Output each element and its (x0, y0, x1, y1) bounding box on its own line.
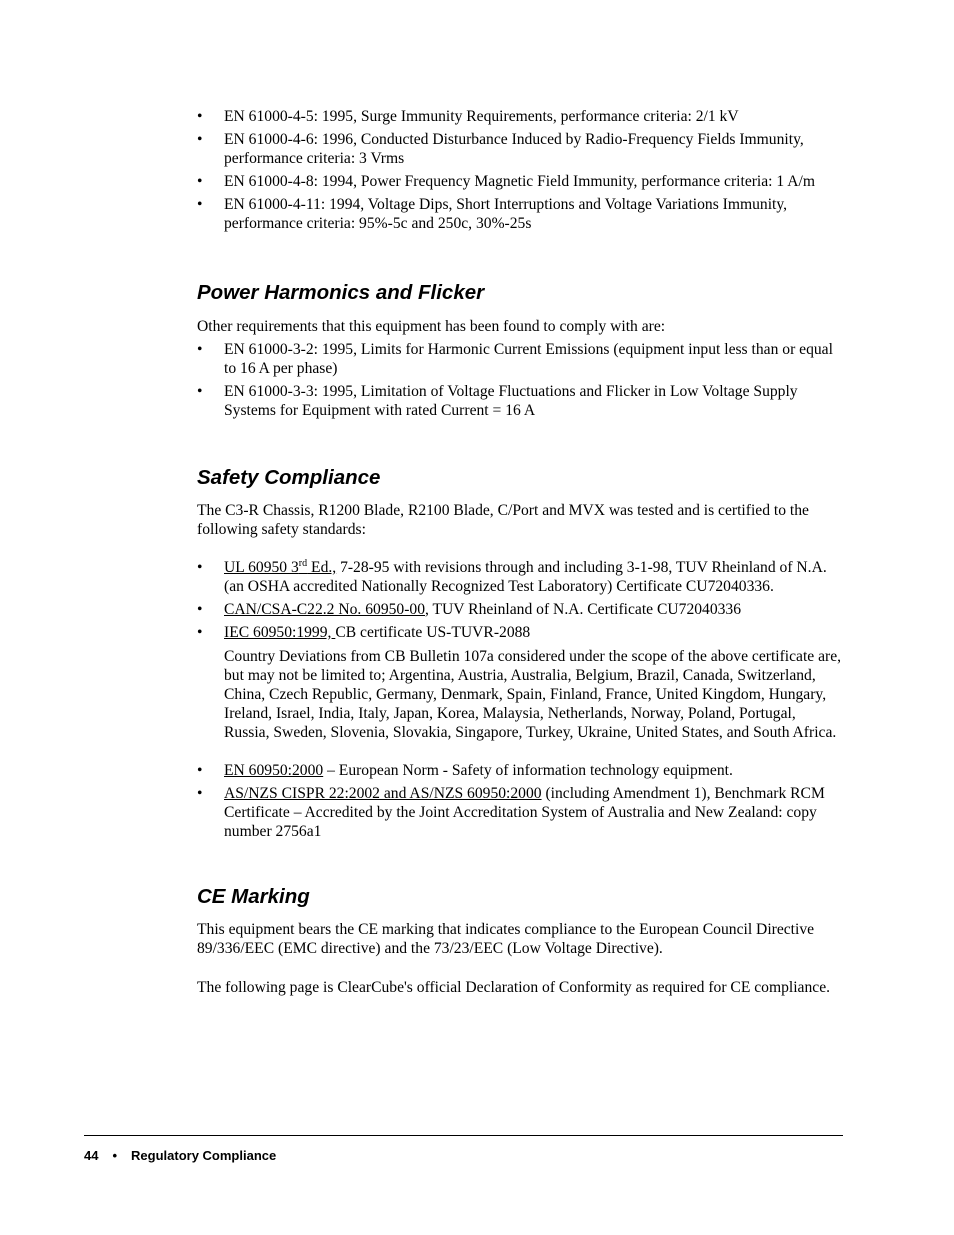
page-content (197, 107, 842, 997)
iec-60950-link[interactable]: IEC 60950:1999, (224, 624, 336, 641)
en-60950-link[interactable]: EN 60950:2000 (224, 762, 324, 779)
ce-paragraph-2: The following page is ClearCube's official Declaration of Conformity as required for CE compliance. (197, 979, 831, 996)
list-item: • EN 61000-3-3: 1995, Limitation of Voltage Fluctuations and Flicker in Low Voltage Supply Systems for Equipment with rated Current = 16 A (197, 383, 798, 419)
bullet: • (197, 131, 203, 148)
heading-power-harmonics: Power Harmonics and Flicker (197, 281, 485, 304)
footer-separator: • (112, 1148, 118, 1163)
list-item: • EN 61000-4-5: 1995, Surge Immunity Requirements, performance criteria: 2/1 kV (197, 108, 739, 125)
page-number: 44 (84, 1148, 99, 1163)
power-intro: Other requirements that this equipment has been found to comply with are: (197, 318, 666, 335)
safety-list-2 (197, 761, 842, 841)
list-item: • CAN/CSA-C22.2 No. 60950-00, TUV Rheinland of N.A. Certificate CU72040336 (197, 601, 742, 618)
as-nzs-link[interactable]: AS/NZS CISPR 22:2002 and AS/NZS 60950:2000 (224, 785, 542, 802)
heading-ce-marking: CE Marking (197, 885, 310, 908)
page-footer (84, 1148, 276, 1163)
safety-intro: The C3-R Chassis, R1200 Blade, R2100 Blade, C/Port and MVX was tested and is certified to the following safety standards: (197, 502, 809, 538)
bullet: • (197, 108, 203, 125)
bullet: • (197, 785, 203, 802)
list-item: • EN 61000-4-11: 1994, Voltage Dips, Short Interruptions and Voltage Variations Immunity, performance criteria: 95%-5c and 250c, 30%-25s (197, 196, 788, 232)
country-deviations: Country Deviations from CB Bulletin 107a considered under the scope of the above certificate are, but may not be limited to; Argentina, Austria, Australia, Belgium, Brazil, Canada, Switzerland, China, Czech Republic, Germany, Denmark, Spain, Finland, France, United Kingdom, Hungary, Ireland, Israel, India, Italy, Japan, Korea, Malaysia, Netherlands, Norway, Poland, Portugal, Russia, Sweden, Slovenia, Slovakia, Singapore, Turkey, Ukraine, United States, and South Africa. (224, 648, 842, 741)
footer-divider (84, 1135, 843, 1136)
list-item: • AS/NZS CISPR 22:2002 and AS/NZS 60950:2000 (including Amendment 1), Benchmark RCM Certificate – Accredited by the Joint Accreditation System of Australia and New Zealand: copy number 2756a1 (197, 785, 825, 840)
heading-safety-compliance: Safety Compliance (197, 466, 381, 489)
bullet: • (197, 559, 203, 576)
bullet: • (197, 173, 203, 190)
list-item: • EN 61000-3-2: 1995, Limits for Harmonic Current Emissions (equipment input less than or equal to 16 A per phase) (197, 341, 833, 377)
ul-60950-link[interactable]: UL 60950 3rd Ed., (224, 558, 337, 576)
power-list (197, 340, 842, 420)
bullet: • (197, 341, 203, 358)
list-item: • UL 60950 3rd Ed., 7-28-95 with revisions through and including 3-1-98, TUV Rheinland of N.A. (an OSHA accredited Nationally Recognized Test Laboratory) Certificate CU72040336. (197, 558, 827, 595)
list-item: • EN 61000-4-8: 1994, Power Frequency Magnetic Field Immunity, performance criteria: 1 A/m (197, 173, 815, 190)
bullet: • (197, 624, 203, 641)
bullet: • (197, 383, 203, 400)
ce-paragraph-1: This equipment bears the CE marking that indicates compliance to the European Council Directive 89/336/EEC (EMC directive) and the 73/23/EEC (Low Voltage Directive). (197, 921, 815, 957)
bullet: • (197, 196, 203, 213)
emc-immunity-list (197, 107, 842, 233)
can-csa-link[interactable]: CAN/CSA-C22.2 No. 60950-00 (224, 601, 425, 618)
safety-list (197, 558, 842, 642)
list-item: • EN 60950:2000 – European Norm - Safety of information technology equipment. (197, 762, 733, 779)
list-item: • IEC 60950:1999, CB certificate US-TUVR-2088 (197, 624, 531, 641)
footer-section-title: Regulatory Compliance (131, 1148, 277, 1163)
bullet: • (197, 601, 203, 618)
bullet: • (197, 762, 203, 779)
list-item: • EN 61000-4-6: 1996, Conducted Disturbance Induced by Radio-Frequency Fields Immunity, performance criteria: 3 Vrms (197, 131, 804, 167)
